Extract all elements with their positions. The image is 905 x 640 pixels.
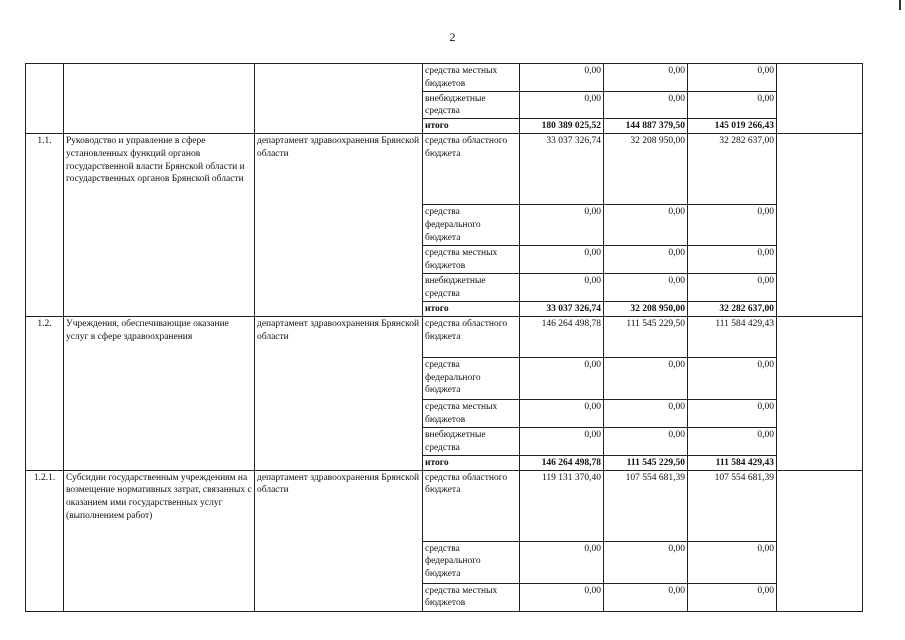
value-cell: 0,00 — [604, 357, 688, 399]
value-cell: 0,00 — [688, 583, 777, 611]
value-cell: 0,00 — [520, 204, 604, 245]
total-label: итого — [423, 301, 520, 316]
table-row — [26, 133, 863, 204]
value-cell: 0,00 — [688, 245, 777, 273]
value-cell: 111 545 229,50 — [604, 316, 688, 357]
value-cell: 33 037 326,74 — [520, 133, 604, 204]
value-cell: 107 554 681,39 — [688, 470, 777, 541]
source-label: средства местных бюджетов — [423, 64, 520, 92]
value-cell: 0,00 — [688, 399, 777, 427]
scan-edge-mark — [899, 0, 901, 10]
total-value: 111 545 229,50 — [604, 455, 688, 470]
page-number: 2 — [449, 30, 456, 44]
source-label: средства местных бюджетов — [423, 399, 520, 427]
name-cell — [64, 64, 255, 134]
blank-cell — [777, 470, 863, 611]
source-label: внебюджетные средства — [423, 427, 520, 455]
value-cell: 0,00 — [604, 91, 688, 119]
executor-cell: департамент здравоохранения Брянской области — [255, 316, 423, 470]
code-cell: 1.2.1. — [26, 470, 64, 611]
source-label: внебюджетные средства — [423, 91, 520, 119]
table-row — [26, 316, 863, 357]
value-cell: 0,00 — [688, 64, 777, 92]
value-cell: 146 264 498,78 — [520, 316, 604, 357]
value-cell: 0,00 — [604, 64, 688, 92]
value-cell: 32 282 637,00 — [688, 133, 777, 204]
value-cell: 0,00 — [604, 273, 688, 301]
source-label: средства областного бюджета — [423, 316, 520, 357]
source-label: средства местных бюджетов — [423, 245, 520, 273]
code-cell: 1.2. — [26, 316, 64, 470]
value-cell: 0,00 — [520, 91, 604, 119]
total-value: 111 584 429,43 — [688, 455, 777, 470]
value-cell: 32 208 950,00 — [604, 133, 688, 204]
value-cell: 0,00 — [520, 273, 604, 301]
name-cell: Субсидии государственным учреждениям на возмещение нормативных затрат, связанных с оказанием ими государственных услуг (выполнением работ) — [64, 470, 255, 611]
value-cell: 0,00 — [520, 357, 604, 399]
total-value: 180 389 025,52 — [520, 119, 604, 134]
value-cell: 0,00 — [520, 541, 604, 583]
blank-cell — [777, 64, 863, 134]
value-cell: 0,00 — [520, 427, 604, 455]
value-cell: 0,00 — [604, 245, 688, 273]
value-cell: 119 131 370,40 — [520, 470, 604, 541]
value-cell: 0,00 — [688, 357, 777, 399]
total-value: 32 208 950,00 — [604, 301, 688, 316]
value-cell: 0,00 — [604, 583, 688, 611]
value-cell: 0,00 — [604, 399, 688, 427]
name-cell: Руководство и управление в сфере установленных функций органов государственной власти Брянской области и государственных органов Брянской области — [64, 133, 255, 316]
value-cell: 0,00 — [688, 91, 777, 119]
value-cell: 0,00 — [688, 273, 777, 301]
source-label: средства областного бюджета — [423, 470, 520, 541]
value-cell: 0,00 — [688, 541, 777, 583]
table-row — [26, 470, 863, 541]
table-row — [26, 64, 863, 92]
value-cell: 0,00 — [688, 204, 777, 245]
value-cell: 0,00 — [520, 64, 604, 92]
total-value: 32 282 637,00 — [688, 301, 777, 316]
source-label: средства федерального бюджета — [423, 357, 520, 399]
source-label: внебюджетные средства — [423, 273, 520, 301]
total-value: 145 019 266,43 — [688, 119, 777, 134]
blank-cell — [777, 316, 863, 470]
value-cell: 0,00 — [520, 399, 604, 427]
value-cell: 0,00 — [688, 427, 777, 455]
source-label: средства федерального бюджета — [423, 541, 520, 583]
blank-cell — [777, 133, 863, 316]
value-cell: 0,00 — [604, 204, 688, 245]
value-cell: 107 554 681,39 — [604, 470, 688, 541]
executor-cell — [255, 64, 423, 134]
total-label: итого — [423, 119, 520, 134]
budget-table — [25, 63, 863, 612]
name-cell: Учреждения, обеспечивающие оказание услуг в сфере здравоохранения — [64, 316, 255, 470]
executor-cell: департамент здравоохранения Брянской области — [255, 470, 423, 611]
source-label: средства местных бюджетов — [423, 583, 520, 611]
total-value: 146 264 498,78 — [520, 455, 604, 470]
total-value: 144 887 379,50 — [604, 119, 688, 134]
code-cell: 1.1. — [26, 133, 64, 316]
code-cell — [26, 64, 64, 134]
value-cell: 111 584 429,43 — [688, 316, 777, 357]
value-cell: 0,00 — [604, 427, 688, 455]
executor-cell: департамент здравоохранения Брянской области — [255, 133, 423, 316]
value-cell: 0,00 — [520, 245, 604, 273]
value-cell: 0,00 — [520, 583, 604, 611]
value-cell: 0,00 — [604, 541, 688, 583]
total-label: итого — [423, 455, 520, 470]
source-label: средства областного бюджета — [423, 133, 520, 204]
total-value: 33 037 326,74 — [520, 301, 604, 316]
source-label: средства федерального бюджета — [423, 204, 520, 245]
